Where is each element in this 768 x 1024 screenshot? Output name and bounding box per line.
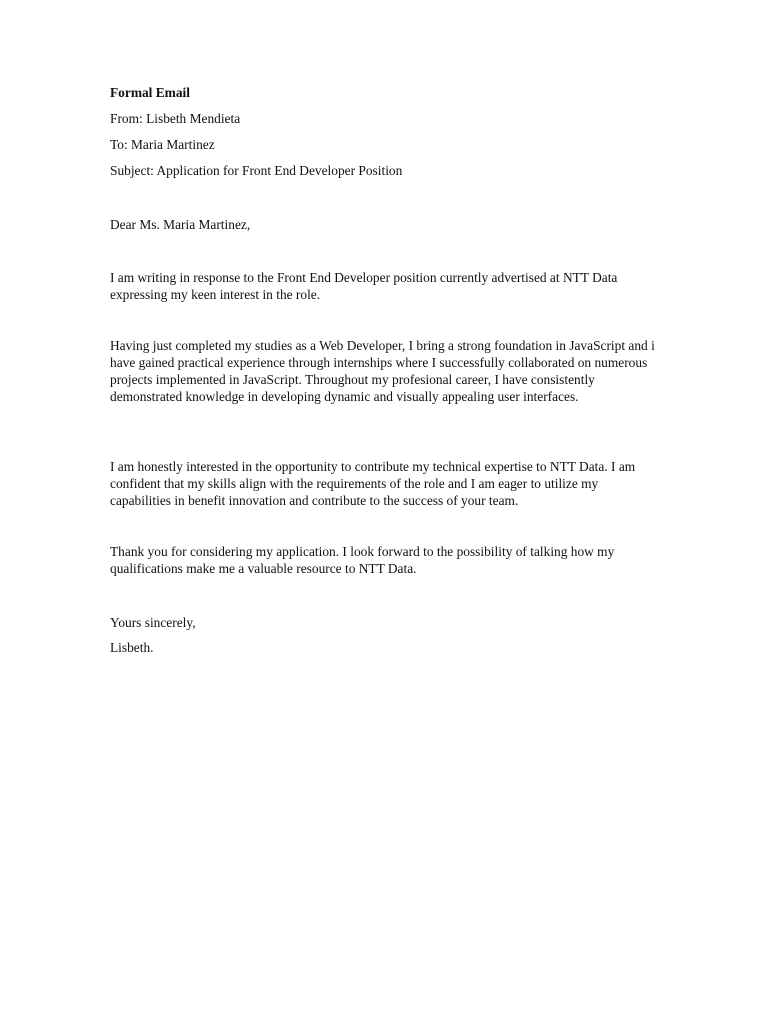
from-line: From: Lisbeth Mendieta xyxy=(110,111,241,126)
email-document xyxy=(110,84,660,655)
body-paragraph: I am writing in response to the Front End Developer position currently advertised at NTT Data expressing my keen interest in the role. xyxy=(110,270,618,302)
body-paragraph: I am honestly interested in the opportunity to contribute my technical expertise to NTT Data. I am confident that my skills align with the requirements of the role and I am eager to utilize my capabilities in benefit innovation and contribute to the success of your team. xyxy=(110,459,636,508)
body-paragraph: Thank you for considering my application. I look forward to the possibility of talking how my qualifications make me a valuable resource to NTT Data. xyxy=(110,544,615,576)
signature: Lisbeth. xyxy=(110,640,154,655)
to-line: To: Maria Martinez xyxy=(110,137,215,152)
document-title: Formal Email xyxy=(110,85,190,100)
body-paragraph: Having just completed my studies as a Web Developer, I bring a strong foundation in JavaScript and i have gained practical experience through internships where I successfully collaborated on numerous projects implemented in JavaScript. Throughout my profesional career, I have consistently demonstrated knowledge in developing dynamic and visually appealing user interfaces. xyxy=(110,338,655,404)
salutation: Dear Ms. Maria Martinez, xyxy=(110,217,251,232)
subject-line: Subject: Application for Front End Developer Position xyxy=(110,163,403,178)
closing: Yours sincerely, xyxy=(110,615,196,630)
